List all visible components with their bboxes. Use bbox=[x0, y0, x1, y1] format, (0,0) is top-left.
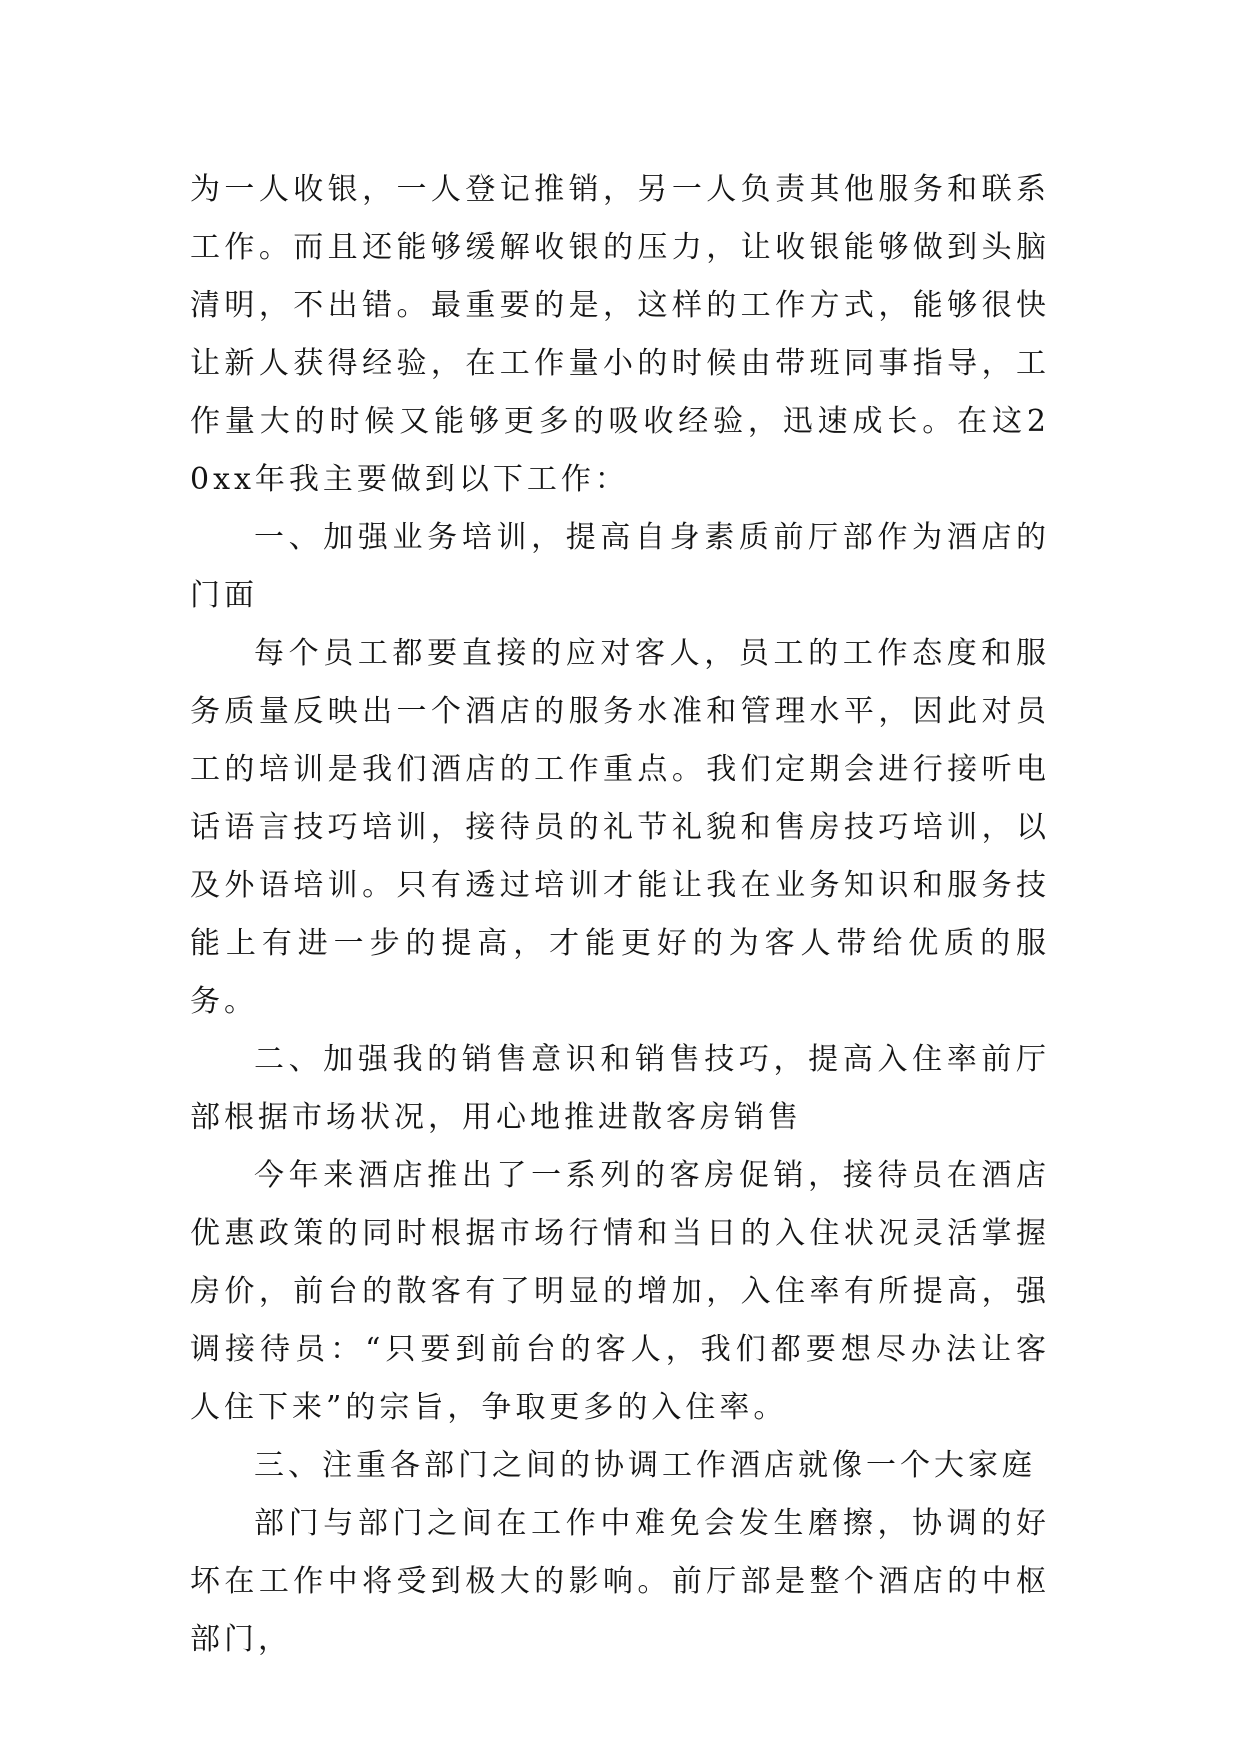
section-heading-1: 一、加强业务培训，提高自身素质前厅部作为酒店的门面 bbox=[190, 520, 1050, 613]
section-heading-2: 二、加强我的销售意识和销售技巧，提高入住率前厅部根据市场状况，用心地推进散客房销售 bbox=[190, 1042, 1050, 1135]
paragraph-2: 每个员工都要直接的应对客人，员工的工作态度和服务质量反映出一个酒店的服务水准和管理水平，因此对员工的培训是我们酒店的工作重点。我们定期会进行接听电话语言技巧培训，接待员的礼节礼貌和售房技巧培训，以及外语培训。只有透过培训才能让我在业务知识和服务技能上有进一步的提高，才能更好的为客人带给优质的服务。 bbox=[190, 636, 1050, 1019]
paragraph-4: 部门与部门之间在工作中难免会发生磨擦，协调的好坏在工作中将受到极大的影响。前厅部是整个酒店的中枢部门， bbox=[190, 1506, 1050, 1657]
section-heading-3: 三、注重各部门之间的协调工作酒店就像一个大家庭 bbox=[254, 1448, 1036, 1483]
document-body bbox=[190, 161, 1050, 1669]
paragraph-3: 今年来酒店推出了一系列的客房促销，接待员在酒店优惠政策的同时根据市场行情和当日的入住状况灵活掌握房价，前台的散客有了明显的增加，入住率有所提高，强调接待员：“只要到前台的客人，我们都要想尽办法让客人住下来”的宗旨，争取更多的入住率。 bbox=[190, 1158, 1050, 1425]
paragraph-1: 为一人收银，一人登记推销，另一人负责其他服务和联系工作。而且还能够缓解收银的压力，让收银能够做到头脑清明，不出错。最重要的是，这样的工作方式，能够很快让新人获得经验，在工作量小的时候由带班同事指导，工作量大的时候又能够更多的吸收经验，迅速成长。在这20xx年我主要做到以下工作： bbox=[190, 172, 1050, 497]
